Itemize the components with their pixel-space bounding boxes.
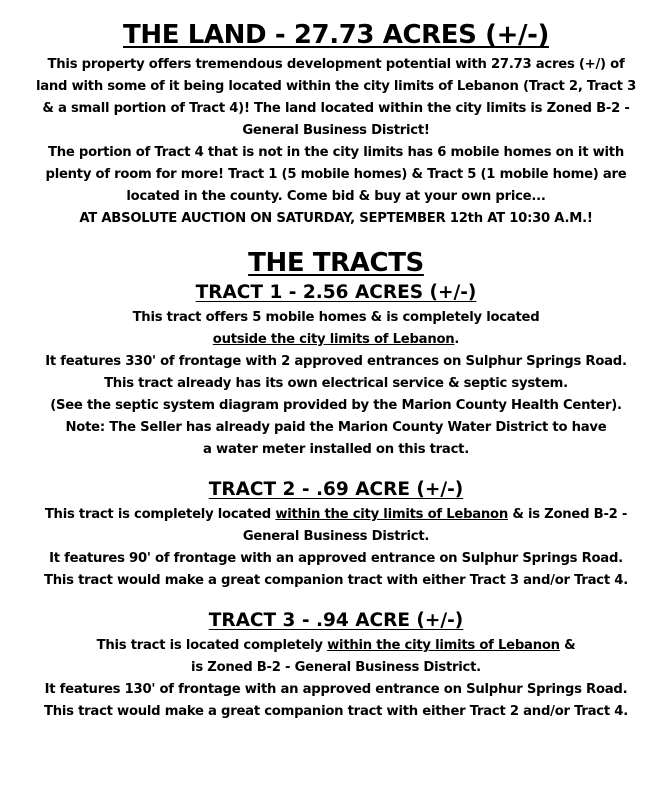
land-line: This property offers tremendous development potential with 27.73 acres (+/) of	[47, 57, 625, 72]
city-limits-phrase: outside the city limits of Lebanon	[212, 332, 455, 347]
tract-line: is Zoned B-2 - General Business District.	[191, 660, 481, 675]
tract-line: It features 90' of frontage with an approved entrance on Sulphur Springs Road.	[49, 551, 623, 566]
tracts-heading: THE TRACTS	[248, 248, 424, 278]
tract-line: General Business District.	[242, 529, 430, 544]
tract-line: This tract already has its own electrical service & septic system.	[104, 376, 568, 391]
city-limits-phrase: within the city limits of Lebanon	[327, 638, 560, 653]
land-line: The portion of Tract 4 that is not in the city limits has 6 mobile homes on it with	[48, 145, 624, 160]
tract-line: Note: The Seller has already paid the Marion County Water District to have	[65, 420, 607, 435]
land-description	[22, 54, 650, 230]
tract-line-suffix: &	[559, 638, 576, 653]
tract-2-section	[22, 479, 650, 592]
tract-line: (See the septic system diagram provided by the Marion County Health Center).	[50, 398, 622, 413]
tract-line: a water meter installed on this tract.	[203, 442, 469, 457]
land-line: plenty of room for more! Tract 1 (5 mobile homes) & Tract 5 (1 mobile home) are	[45, 167, 627, 182]
tract-3-section	[22, 610, 650, 723]
auction-announcement: AT ABSOLUTE AUCTION ON SATURDAY, SEPTEMBER 12th AT 10:30 A.M.!	[79, 211, 593, 226]
tract-line: This tract offers 5 mobile homes & is completely located	[132, 310, 540, 325]
tract-line	[22, 329, 650, 351]
land-title: THE LAND - 27.73 ACRES (+/-)	[123, 20, 549, 50]
land-line: land with some of it being located within the city limits of Lebanon (Tract 2, Tract 3	[35, 79, 637, 94]
tract-line-suffix: & is Zoned B-2 -	[508, 507, 628, 522]
tract-3-description	[22, 635, 650, 723]
tract-1-description	[22, 307, 650, 461]
tract-line: This tract would make a great companion tract with either Tract 3 and/or Tract 4.	[44, 573, 628, 588]
tract-line: This tract would make a great companion tract with either Tract 2 and/or Tract 4.	[44, 704, 628, 719]
tract-1-title: TRACT 1 - 2.56 ACRES (+/-)	[195, 282, 477, 303]
tract-2-title: TRACT 2 - .69 ACRE (+/-)	[208, 479, 464, 500]
tract-3-title: TRACT 3 - .94 ACRE (+/-)	[208, 610, 464, 631]
tract-line	[22, 635, 650, 657]
document-page	[0, 20, 672, 723]
tract-2-description	[22, 504, 650, 592]
tract-line: It features 330' of frontage with 2 approved entrances on Sulphur Springs Road.	[45, 354, 627, 369]
tract-line	[22, 504, 650, 526]
land-section	[22, 20, 650, 230]
tract-line-suffix: .	[454, 332, 460, 347]
land-line: & a small portion of Tract 4)! The land located within the city limits is Zoned B-2 -	[42, 101, 630, 116]
tract-line: It features 130' of frontage with an approved entrance on Sulphur Springs Road.	[44, 682, 628, 697]
city-limits-phrase: within the city limits of Lebanon	[275, 507, 509, 522]
land-line: General Business District!	[242, 123, 430, 138]
tract-line-prefix: This tract is located completely	[96, 638, 328, 653]
land-line: located in the county. Come bid & buy at your own price...	[126, 189, 546, 204]
tract-line-prefix: This tract is completely located	[44, 507, 276, 522]
tract-1-section	[22, 282, 650, 461]
